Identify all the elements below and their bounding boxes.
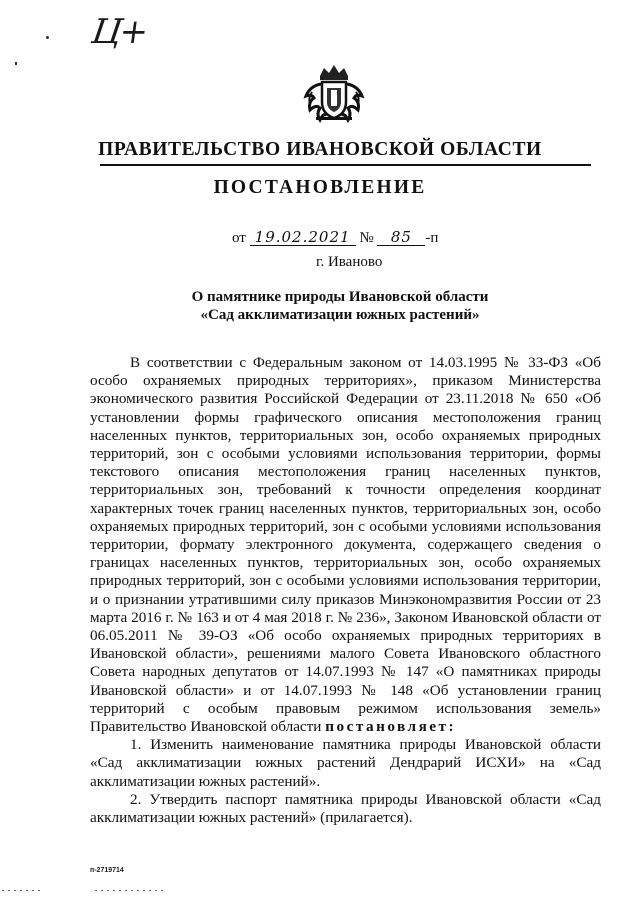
- document-date: 19.02.2021: [250, 230, 356, 246]
- scan-noise: [95, 890, 165, 891]
- preamble-text: В соответствии с Федеральным законом от 14.03.1995 № 33-ФЗ «Об особо охраняемых природных территориях», приказом Министерства экономического развития Российской Федерации от 23.11.2018 № 650 «Об установлении формы графического описания местоположения границ населенных пунктов, территориальных зон, особо охраняемых природных территорий, зон с особыми условиями использования территории, формы текстового описания местоположения границ населенных пунктов, территориальных зон, требований к точности определения координат характерных точек границ населенных пунктов, территориальных зон, особо охраняемых природных территорий, зон с особыми условиями использования территории, формату электронного документа, содержащего сведения о границах населенных пунктов, территориальных зон, особо охраняемых природных территорий, зон с особыми условиями использования территории, и о признании утратившими силу приказов Минэкономразвития России от 23 марта 2016 г. № 163 и от 4 мая 2018 г. № 236», Законом Ивановской области от 06.05.2011 № 39-ОЗ «Об особо охраняемых природных территориях в Ивановской области», решениями малого Совета Ивановского областного Совета народных депутатов от 14.07.1993 № 147 «О памятниках природы Ивановской области» и от 14.07.1993 № 148 «Об установлении границ территорий с особым правовым режимом использования земель» Правительство Ивановской области: [90, 354, 601, 736]
- title-underline: [100, 164, 591, 166]
- decree-item-2: 2. Утвердить паспорт памятника природы Ивановской области «Сад акклиматизации южных растений» (прилагается).: [90, 790, 601, 827]
- document-body: [90, 354, 601, 827]
- document-number: 85: [377, 230, 425, 246]
- scan-dot: [46, 36, 49, 39]
- coat-of-arms-emblem: [302, 62, 366, 124]
- date-prefix: от: [232, 230, 246, 246]
- handwritten-mark: Ц+: [89, 12, 149, 52]
- subject-line-1: О памятнике природы Ивановской области: [191, 289, 489, 305]
- number-suffix: -п: [425, 230, 439, 246]
- date-number-line: [232, 230, 438, 247]
- preamble-paragraph: [90, 354, 601, 736]
- scan-noise: [2, 890, 42, 891]
- city: г. Иваново: [316, 254, 383, 270]
- decree-word: постановляет:: [325, 718, 457, 736]
- subject-line-2: «Сад акклиматизации южных растений»: [200, 307, 480, 323]
- document-subject: [0, 288, 640, 324]
- government-title: ПРАВИТЕЛЬСТВО ИВАНОВСКОЙ ОБЛАСТИ: [98, 139, 542, 160]
- decree-item-1: 1. Изменить наименование памятника природы Ивановской области «Сад акклиматизации южных растений Дендрарий ИСХИ» на «Сад акклиматизации южных растений».: [90, 736, 601, 790]
- scan-dot: [15, 62, 17, 65]
- document-type: ПОСТАНОВЛЕНИЕ: [213, 177, 427, 198]
- number-sign: №: [359, 230, 374, 246]
- footer-code: п-2719714: [90, 867, 124, 874]
